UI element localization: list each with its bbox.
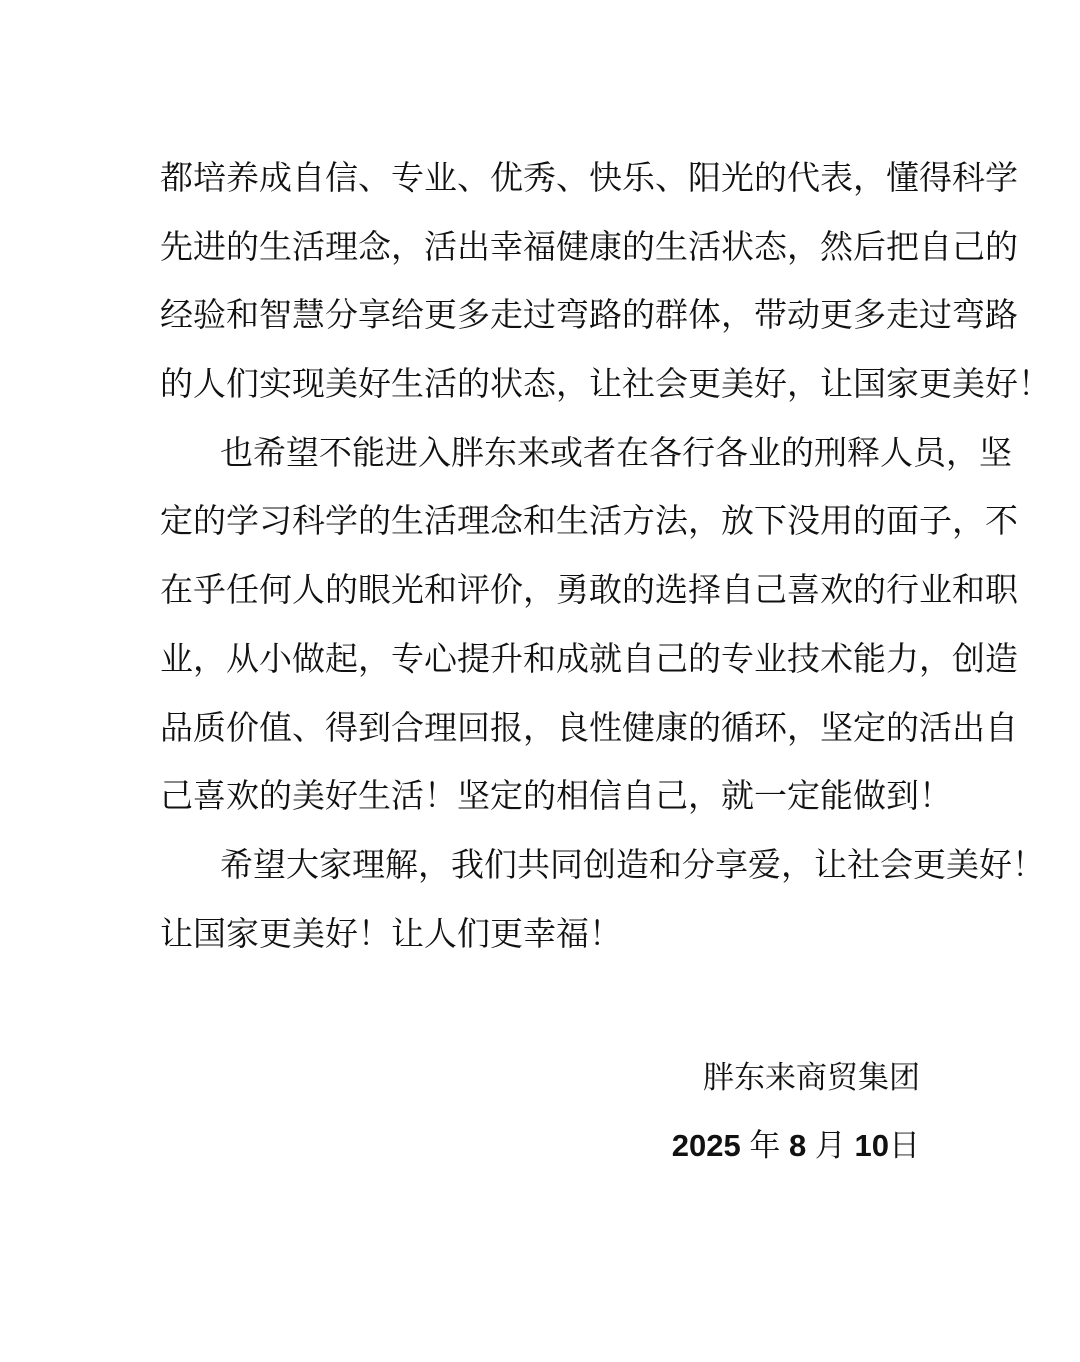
signature-organization: 胖东来商贸集团 bbox=[703, 1060, 920, 1096]
text-line: 希望大家理解，我们共同创造和分享爱，让社会更美好！ bbox=[220, 844, 1045, 884]
date-day: 10 bbox=[854, 1128, 889, 1163]
date-day-unit: 日 bbox=[889, 1128, 920, 1164]
letter-body bbox=[160, 155, 1051, 979]
date-month: 8 bbox=[789, 1128, 807, 1163]
text-line: 先进的生活理念，活出幸福健康的生活状态，然后把自己的 bbox=[160, 226, 1018, 266]
text-line: 经验和智慧分享给更多走过弯路的群体，带动更多走过弯路 bbox=[160, 295, 1018, 335]
text-line: 业，从小做起，专心提升和成就自己的专业技术能力，创造 bbox=[160, 638, 1018, 678]
text-line: 让国家更美好！让人们更幸福！ bbox=[160, 913, 622, 953]
text-line: 定的学习科学的生活理念和生活方法，放下没用的面子，不 bbox=[160, 501, 1018, 541]
text-line: 也希望不能进入胖东来或者在各行各业的刑释人员，坚 bbox=[220, 432, 1012, 472]
text-line: 品质价值、得到合理回报，良性健康的循环，坚定的活出自 bbox=[160, 707, 1018, 747]
text-line: 的人们实现美好生活的状态，让社会更美好，让国家更美好！ bbox=[160, 364, 1051, 404]
date-month-unit: 月 bbox=[814, 1128, 846, 1164]
text-line: 都培养成自信、专业、优秀、快乐、阳光的代表，懂得科学 bbox=[160, 158, 1018, 197]
date-year: 2025 bbox=[671, 1128, 741, 1163]
signature-date bbox=[672, 1120, 920, 1165]
text-line: 己喜欢的美好生活！坚定的相信自己，就一定能做到！ bbox=[160, 776, 952, 816]
date-year-unit: 年 bbox=[749, 1128, 781, 1164]
text-line: 在乎任何人的眼光和评价，勇敢的选择自己喜欢的行业和职 bbox=[160, 570, 1018, 610]
